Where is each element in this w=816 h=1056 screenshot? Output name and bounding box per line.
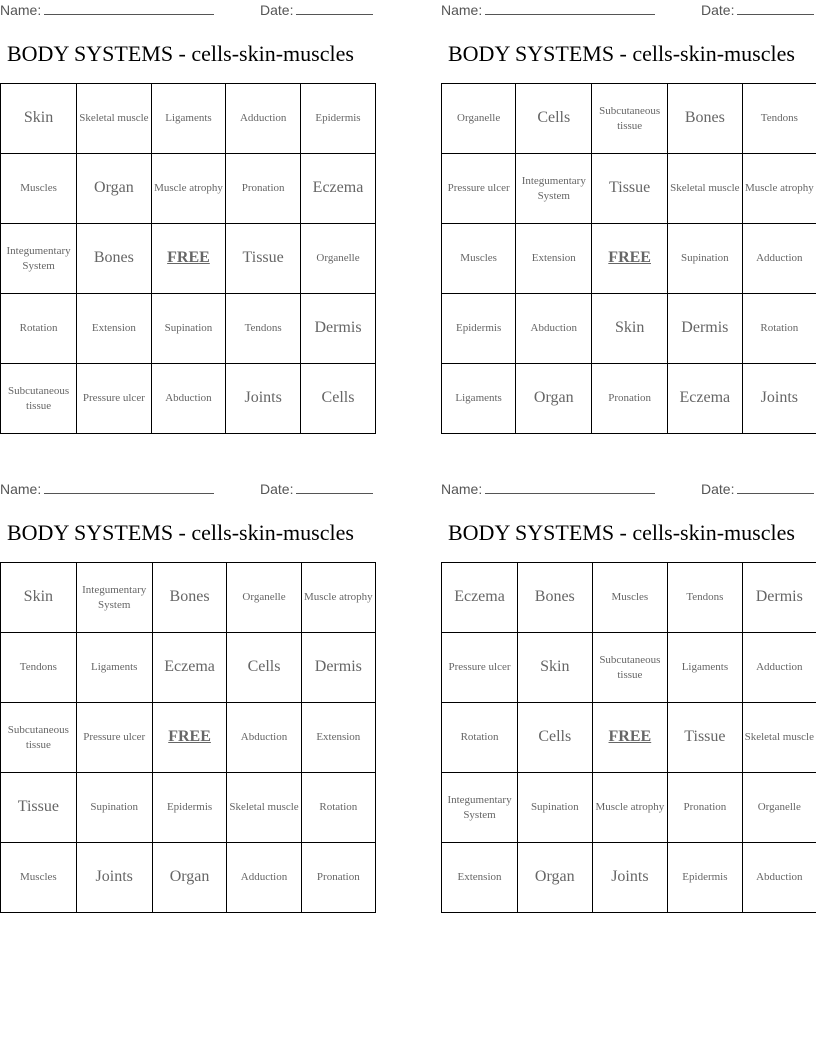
bingo-cell[interactable]: Muscle atrophy — [301, 563, 375, 633]
bingo-cell[interactable]: Dermis — [668, 294, 743, 364]
grid-row — [442, 364, 816, 434]
name-field[interactable] — [0, 480, 214, 497]
bingo-cell[interactable]: Rotation — [301, 773, 375, 843]
bingo-cell[interactable]: Tendons — [668, 563, 742, 633]
bingo-cell[interactable]: Rotation — [442, 703, 518, 773]
bingo-cell[interactable]: Dermis — [300, 294, 375, 364]
free-space-cell[interactable]: FREE — [151, 224, 226, 294]
bingo-cell[interactable]: Organelle — [227, 563, 301, 633]
bingo-card-2 — [441, 0, 816, 407]
bingo-cell[interactable]: Pronation — [668, 773, 742, 843]
bingo-card-3 — [0, 479, 376, 886]
grid-row — [1, 294, 376, 364]
name-field[interactable] — [441, 1, 655, 18]
bingo-cell[interactable]: Pronation — [226, 154, 301, 224]
grid-row — [1, 84, 376, 154]
bingo-cell[interactable]: Adduction — [227, 843, 301, 913]
name-field[interactable] — [441, 480, 655, 497]
bingo-cell[interactable]: Tissue — [1, 773, 77, 843]
bingo-cell[interactable]: Pronation — [592, 364, 668, 434]
bingo-cell[interactable]: Extension — [77, 294, 151, 364]
bingo-cell[interactable]: Joints — [592, 843, 668, 913]
bingo-cell[interactable]: Joints — [742, 364, 816, 434]
bingo-cell[interactable]: Eczema — [668, 364, 743, 434]
grid-row — [1, 154, 376, 224]
name-label: Name: — [0, 481, 42, 497]
grid-row — [1, 843, 376, 913]
bingo-cell[interactable]: Tendons — [226, 294, 301, 364]
bingo-cell[interactable]: Pressure ulcer — [442, 154, 516, 224]
name-line[interactable] — [485, 480, 655, 494]
bingo-cell[interactable]: Cells — [516, 84, 592, 154]
bingo-cell[interactable]: Subcutaneous tissue — [592, 633, 668, 703]
bingo-cell[interactable]: Bones — [77, 224, 151, 294]
free-space-cell[interactable]: FREE — [592, 703, 668, 773]
bingo-cell[interactable]: Extension — [301, 703, 375, 773]
bingo-cell[interactable]: Bones — [668, 84, 743, 154]
bingo-cell[interactable]: Skeletal muscle — [742, 703, 816, 773]
card-header — [0, 479, 376, 499]
bingo-cell[interactable]: Adduction — [226, 84, 301, 154]
date-label: Date: — [701, 481, 735, 497]
bingo-cell[interactable]: Abduction — [151, 364, 226, 434]
bingo-cell[interactable]: Epidermis — [442, 294, 516, 364]
card-title: BODY SYSTEMS - cells-skin-muscles — [7, 520, 354, 545]
card-header — [441, 0, 816, 20]
grid-row — [442, 633, 816, 703]
bingo-cell[interactable]: Cells — [227, 633, 301, 703]
bingo-cell[interactable]: Skeletal muscle — [227, 773, 301, 843]
bingo-card-4 — [441, 479, 816, 886]
bingo-cell[interactable]: Integumentary System — [516, 154, 592, 224]
card-title: BODY SYSTEMS - cells-skin-muscles — [448, 41, 795, 66]
bingo-cell[interactable]: Extension — [516, 224, 592, 294]
grid-row — [442, 773, 816, 843]
bingo-cell[interactable]: Organ — [77, 154, 151, 224]
bingo-cell[interactable]: Epidermis — [152, 773, 227, 843]
bingo-cell[interactable]: Pressure ulcer — [77, 364, 151, 434]
grid-row — [442, 843, 816, 913]
bingo-cell[interactable]: Ligaments — [151, 84, 226, 154]
bingo-cell[interactable]: Ligaments — [668, 633, 742, 703]
grid-row — [442, 154, 816, 224]
grid-row — [1, 633, 376, 703]
bingo-grid — [441, 83, 816, 434]
grid-row — [442, 703, 816, 773]
date-label: Date: — [260, 481, 294, 497]
date-line[interactable] — [296, 1, 373, 15]
bingo-cell[interactable]: Tissue — [226, 224, 301, 294]
bingo-cell[interactable]: Organ — [516, 364, 592, 434]
bingo-cell[interactable]: Tendons — [742, 84, 816, 154]
bingo-cell[interactable]: Adduction — [742, 224, 816, 294]
date-line[interactable] — [296, 480, 373, 494]
bingo-cell[interactable]: Organelle — [742, 773, 816, 843]
bingo-cell[interactable]: Extension — [442, 843, 518, 913]
name-line[interactable] — [44, 480, 214, 494]
bingo-cell[interactable]: Ligaments — [442, 364, 516, 434]
bingo-cell[interactable]: Cells — [300, 364, 375, 434]
bingo-cell[interactable]: Epidermis — [668, 843, 742, 913]
name-label: Name: — [441, 2, 483, 18]
bingo-cell[interactable]: Skin — [592, 294, 668, 364]
card-title: BODY SYSTEMS - cells-skin-muscles — [7, 41, 354, 66]
bingo-cell[interactable]: Integumentary System — [1, 224, 77, 294]
card-header — [0, 0, 376, 20]
date-label: Date: — [260, 2, 294, 18]
bingo-cell[interactable]: Muscles — [592, 563, 668, 633]
grid-row — [442, 563, 816, 633]
bingo-cell[interactable]: Tissue — [668, 703, 742, 773]
bingo-cell[interactable]: Skeletal muscle — [77, 84, 151, 154]
grid-row — [1, 563, 376, 633]
card-title: BODY SYSTEMS - cells-skin-muscles — [448, 520, 795, 545]
name-line[interactable] — [485, 1, 655, 15]
bingo-cell[interactable]: Muscle atrophy — [592, 773, 668, 843]
bingo-cell[interactable]: Rotation — [1, 294, 77, 364]
free-space-cell[interactable]: FREE — [152, 703, 227, 773]
grid-row — [1, 773, 376, 843]
bingo-cell[interactable]: Skeletal muscle — [668, 154, 743, 224]
name-label: Name: — [441, 481, 483, 497]
bingo-cell[interactable]: Organ — [518, 843, 592, 913]
bingo-cell[interactable]: Rotation — [742, 294, 816, 364]
grid-row — [442, 84, 816, 154]
date-field[interactable] — [260, 480, 373, 497]
bingo-cell[interactable]: Abduction — [742, 843, 816, 913]
bingo-cell[interactable]: Muscle atrophy — [151, 154, 226, 224]
name-field[interactable] — [0, 1, 214, 18]
bingo-cell[interactable]: Muscles — [1, 843, 77, 913]
free-space-cell[interactable]: FREE — [592, 224, 668, 294]
bingo-grid — [441, 562, 816, 913]
bingo-cell[interactable]: Eczema — [300, 154, 375, 224]
bingo-cell[interactable]: Supination — [668, 224, 743, 294]
bingo-cell[interactable]: Supination — [518, 773, 592, 843]
bingo-cell[interactable]: Abduction — [227, 703, 301, 773]
bingo-cell[interactable]: Pronation — [301, 843, 375, 913]
name-label: Name: — [0, 2, 42, 18]
bingo-cell[interactable]: Eczema — [152, 633, 227, 703]
bingo-cell[interactable]: Tissue — [592, 154, 668, 224]
bingo-cell[interactable]: Tendons — [1, 633, 77, 703]
bingo-cell[interactable]: Supination — [76, 773, 152, 843]
grid-row — [1, 224, 376, 294]
bingo-cell[interactable]: Muscles — [1, 154, 77, 224]
date-label: Date: — [701, 2, 735, 18]
date-field[interactable] — [260, 1, 373, 18]
bingo-cell[interactable]: Bones — [152, 563, 227, 633]
grid-row — [1, 364, 376, 434]
bingo-grid — [0, 83, 376, 434]
bingo-cell[interactable]: Subcutaneous tissue — [592, 84, 668, 154]
grid-row — [1, 703, 376, 773]
bingo-cell[interactable]: Skin — [1, 84, 77, 154]
bingo-cell[interactable]: Joints — [226, 364, 301, 434]
bingo-grid — [0, 562, 376, 913]
bingo-cell[interactable]: Dermis — [742, 563, 816, 633]
bingo-cell[interactable]: Supination — [151, 294, 226, 364]
bingo-cell[interactable]: Pressure ulcer — [442, 633, 518, 703]
bingo-cell[interactable]: Integumentary System — [442, 773, 518, 843]
bingo-cell[interactable]: Skin — [518, 633, 592, 703]
bingo-cell[interactable]: Skin — [1, 563, 77, 633]
date-line[interactable] — [737, 480, 814, 494]
bingo-cell[interactable]: Subcutaneous tissue — [1, 703, 77, 773]
bingo-cell[interactable]: Adduction — [742, 633, 816, 703]
bingo-cell[interactable]: Integumentary System — [76, 563, 152, 633]
bingo-cell[interactable]: Joints — [76, 843, 152, 913]
bingo-card-1 — [0, 0, 376, 412]
date-field[interactable] — [701, 1, 814, 18]
bingo-cell[interactable]: Abduction — [516, 294, 592, 364]
bingo-cell[interactable]: Subcutaneous tissue — [1, 364, 77, 434]
bingo-cell[interactable]: Ligaments — [76, 633, 152, 703]
bingo-cell[interactable]: Cells — [518, 703, 592, 773]
bingo-cell[interactable]: Organelle — [442, 84, 516, 154]
grid-row — [442, 294, 816, 364]
date-line[interactable] — [737, 1, 814, 15]
bingo-cell[interactable]: Muscle atrophy — [742, 154, 816, 224]
bingo-cell[interactable]: Eczema — [442, 563, 518, 633]
bingo-cell[interactable]: Dermis — [301, 633, 375, 703]
bingo-cell[interactable]: Muscles — [442, 224, 516, 294]
name-line[interactable] — [44, 1, 214, 15]
card-header — [441, 479, 816, 499]
date-field[interactable] — [701, 480, 814, 497]
bingo-cell[interactable]: Pressure ulcer — [76, 703, 152, 773]
bingo-cell[interactable]: Bones — [518, 563, 592, 633]
bingo-cell[interactable]: Epidermis — [300, 84, 375, 154]
bingo-cell[interactable]: Organelle — [300, 224, 375, 294]
bingo-cell[interactable]: Organ — [152, 843, 227, 913]
grid-row — [442, 224, 816, 294]
